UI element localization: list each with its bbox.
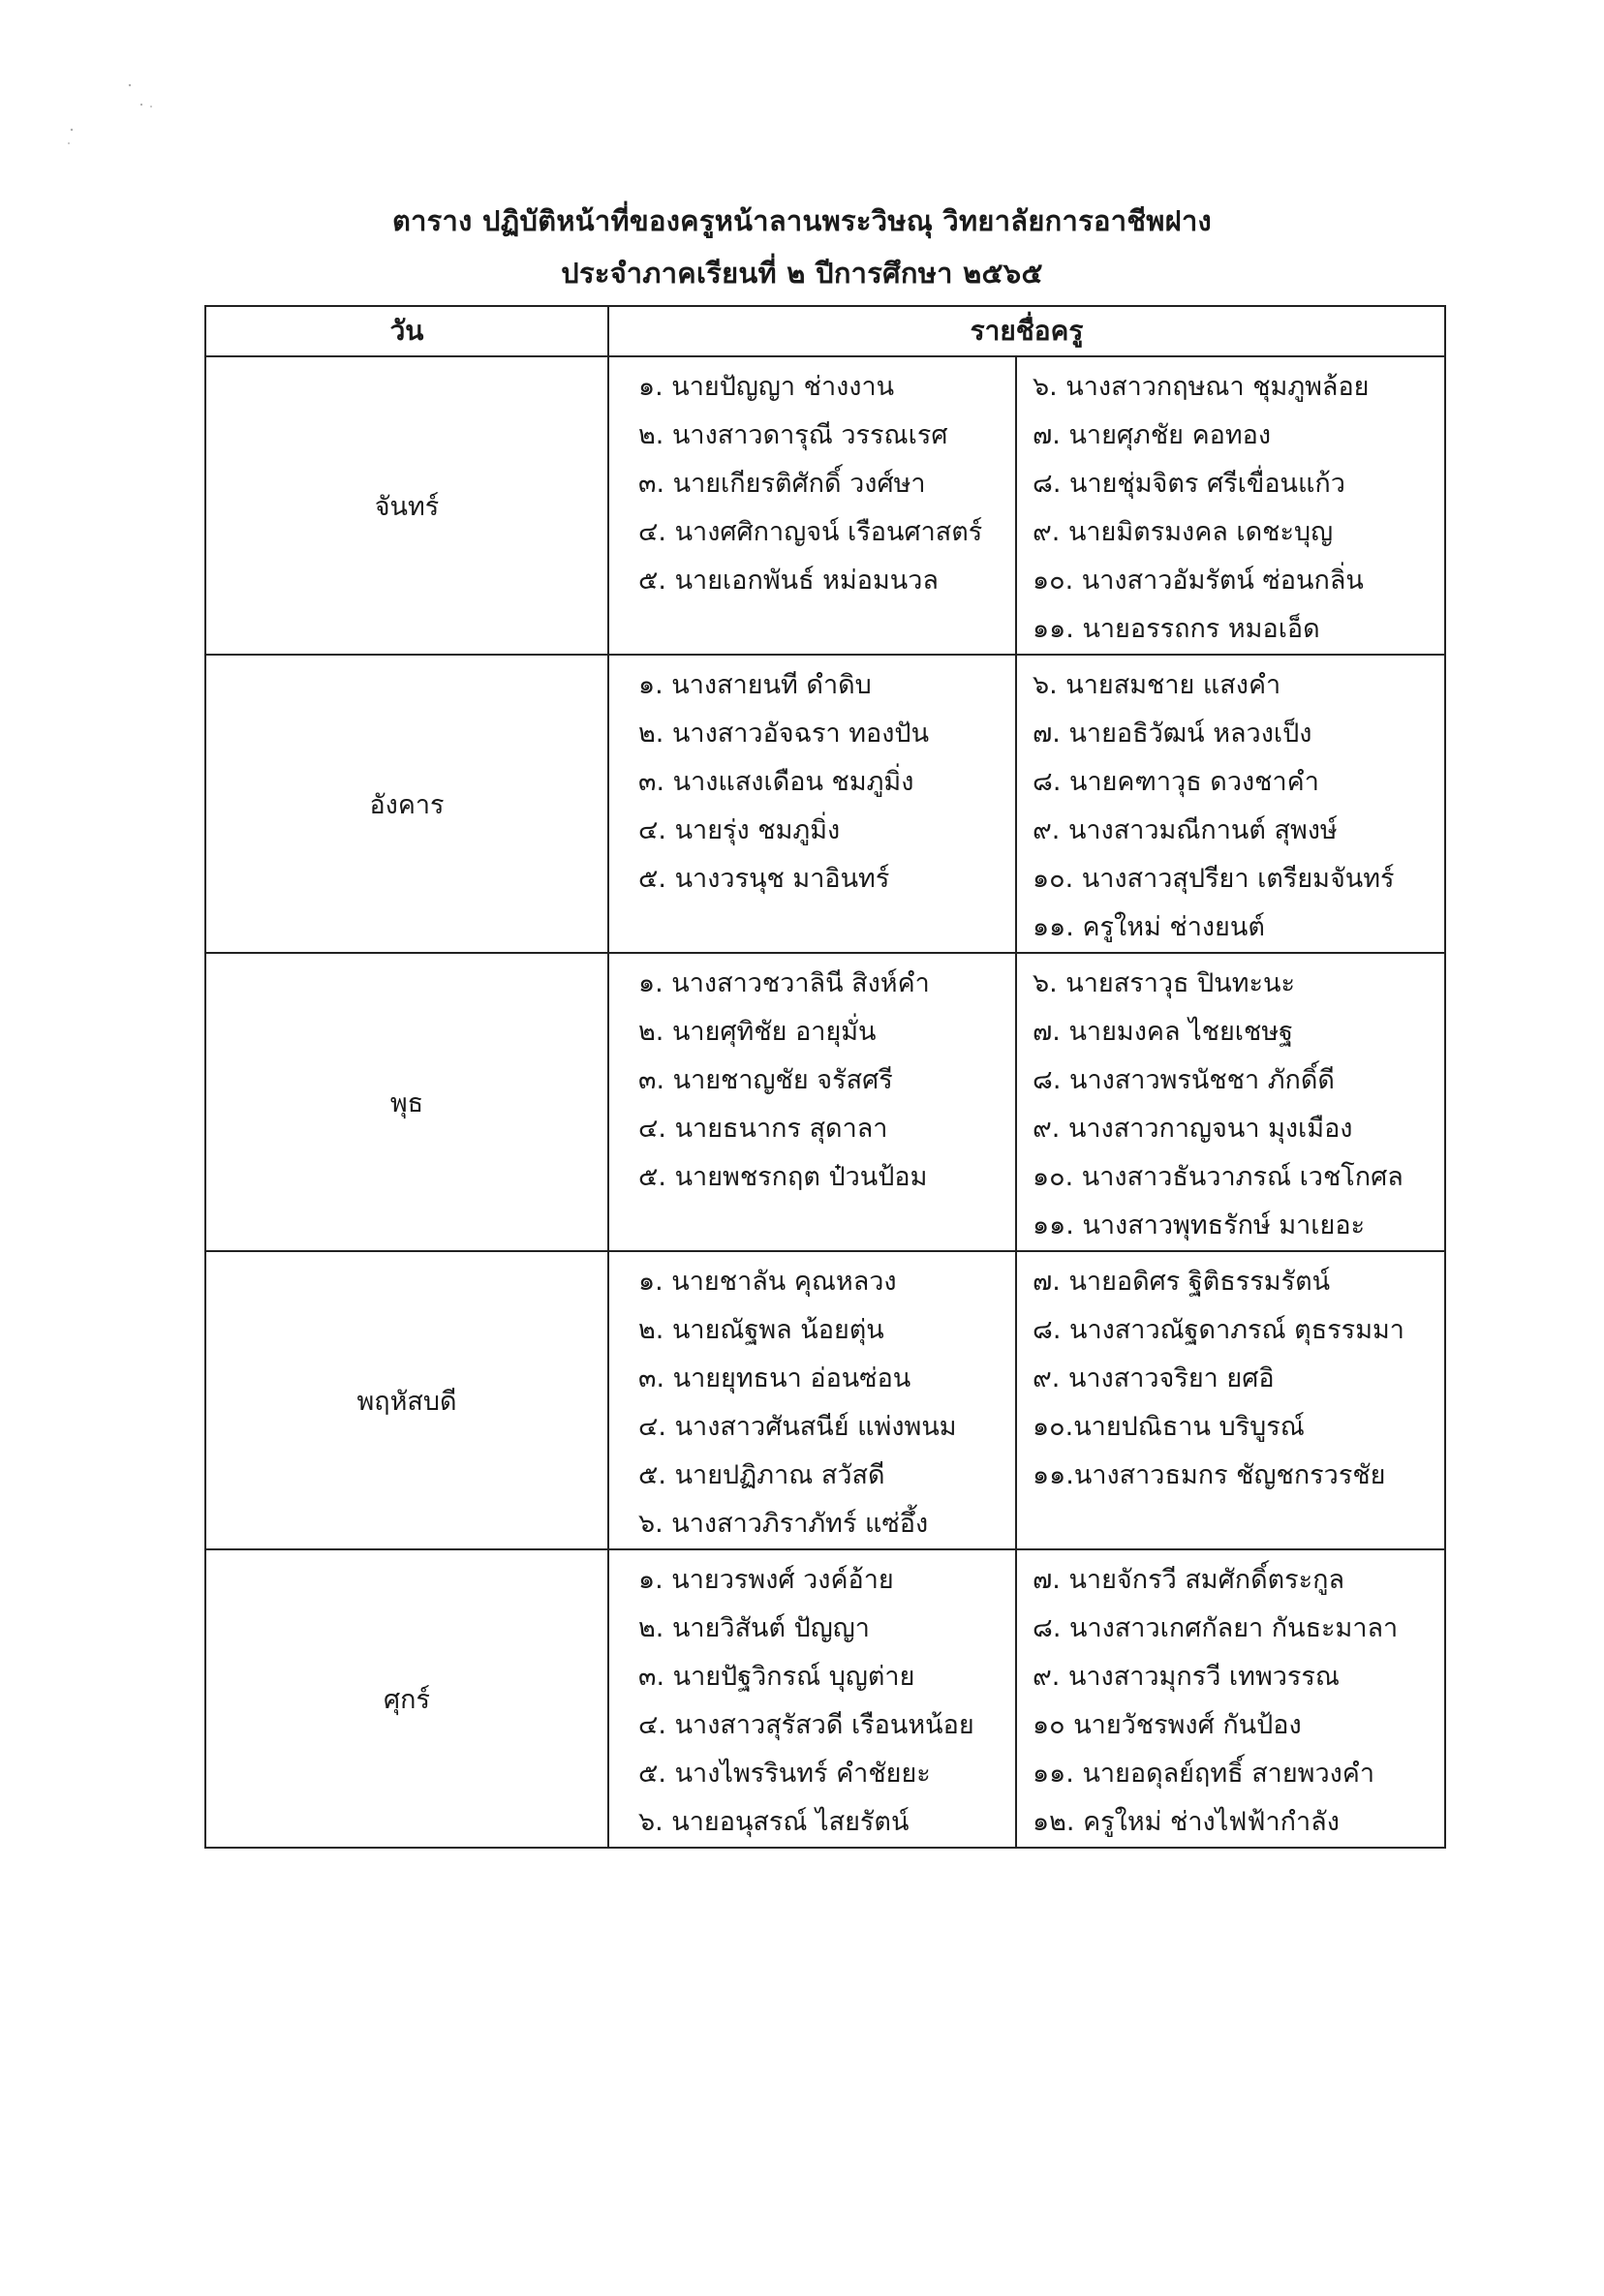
table-header-row bbox=[205, 306, 1445, 356]
teacher-name: ๑๑.นางสาวธมกร ชัญชกรวรชัย bbox=[1033, 1460, 1386, 1490]
teacher-name: ๓. นายปัฐวิกรณ์ บุญต่าย bbox=[638, 1662, 915, 1692]
teacher-name: ๕. นางไพรรินทร์ คำชัยยะ bbox=[638, 1759, 931, 1789]
teacher-name: ๒. นายศุทิชัย อายุมั่น bbox=[638, 1017, 877, 1047]
teacher-name: ๙. นางสาวกาญจนา มุงเมือง bbox=[1033, 1114, 1353, 1144]
teacher-name: ๗. นายอธิวัฒน์ หลวงเป็ง bbox=[1033, 719, 1312, 749]
teacher-name: ๗. นายจักรวี สมศักดิ์ตระกูล bbox=[1033, 1565, 1345, 1595]
teacher-name: ๑. นายวรพงศ์ วงค์อ้าย bbox=[638, 1565, 894, 1595]
teacher-name: ๙. นางสาวมณีกานต์ สุพงษ์ bbox=[1033, 815, 1338, 845]
teacher-name: ๖. นายสราวุธ ปินทะนะ bbox=[1033, 968, 1295, 998]
column-divider bbox=[1015, 954, 1017, 1250]
teacher-name: ๕. นายเอกพันธ์ หม่อมนวล bbox=[638, 566, 939, 596]
day-cell: จันทร์ bbox=[205, 356, 608, 655]
teacher-list-left bbox=[608, 1549, 1015, 1848]
day-cell: อังคาร bbox=[205, 655, 608, 953]
teacher-name: ๓. นางแสงเดือน ชมภูมิ่ง bbox=[638, 767, 914, 797]
teacher-name: ๑๐ นายวัชรพงศ์ กันป้อง bbox=[1033, 1710, 1302, 1740]
teacher-name: ๗. นายอดิศร ฐิติธรรมรัตน์ bbox=[1033, 1267, 1331, 1297]
teacher-name: ๑๐.นายปณิธาน บริบูรณ์ bbox=[1033, 1412, 1305, 1442]
day-cell: ศุกร์ bbox=[205, 1549, 608, 1848]
teacher-name: ๒. นายวิสันต์ ปัญญา bbox=[638, 1613, 870, 1643]
teacher-name: ๑๐. นางสาวธันวาภรณ์ เวชโกศล bbox=[1033, 1162, 1404, 1192]
teacher-list-right-inner bbox=[1015, 661, 1444, 952]
teacher-list-left bbox=[608, 1251, 1015, 1549]
column-divider bbox=[1015, 1550, 1017, 1847]
teacher-name: ๕. นางวรนุช มาอินทร์ bbox=[638, 864, 890, 894]
teacher-name: ๕. นายพชรกฤต ป๋วนป้อม bbox=[638, 1162, 928, 1192]
teacher-name: ๔. นางสาวศันสนีย์ แพ่งพนม bbox=[638, 1412, 957, 1442]
teacher-name: ๑๐. นางสาวสุปรียา เตรียมจันทร์ bbox=[1033, 864, 1395, 894]
document-subtitle: ประจำภาคเรียนที่ ๒ ปีการศึกษา ๒๕๖๕ bbox=[561, 257, 1043, 290]
teacher-name: ๘. นายคฑาวุธ ดวงชาคำ bbox=[1033, 767, 1319, 797]
teacher-name: ๗. นายศุภชัย คอทอง bbox=[1033, 420, 1272, 450]
table-row bbox=[205, 655, 1445, 953]
teacher-name: ๑. นายปัญญา ช่างงาน bbox=[638, 372, 895, 402]
teacher-name: ๑. นางสาวชวาลินี สิงห์คำ bbox=[638, 968, 930, 998]
teacher-list-left bbox=[608, 655, 1015, 953]
teacher-name: ๒. นายณัฐพล น้อยตุ่น bbox=[638, 1315, 884, 1345]
teacher-list-left bbox=[608, 356, 1015, 655]
teacher-list-right bbox=[1015, 1549, 1445, 1848]
header-teachers: รายชื่อครู bbox=[608, 306, 1445, 356]
teacher-list-left bbox=[608, 953, 1015, 1251]
teacher-name: ๙. นางสาวมุกรวี เทพวรรณ bbox=[1033, 1662, 1340, 1692]
teacher-name: ๙. นายมิตรมงคล เดชะบุญ bbox=[1033, 517, 1334, 547]
teacher-list-right-inner bbox=[1015, 1258, 1444, 1500]
teacher-name: ๑๒. ครูใหม่ ช่างไฟฟ้ากำลัง bbox=[1033, 1807, 1340, 1837]
teacher-name: ๗. นายมงคล ไชยเชษฐ bbox=[1033, 1017, 1294, 1047]
teacher-name: ๒. นางสาวดารุณี วรรณเรศ bbox=[638, 420, 948, 450]
teacher-name: ๖. นายอนุสรณ์ ไสยรัตน์ bbox=[638, 1807, 910, 1837]
teacher-name: ๓. นายเกียรติศักดิ์ วงศ์ษา bbox=[638, 469, 926, 499]
teacher-name: ๔. นายธนากร สุดาลา bbox=[638, 1114, 888, 1144]
day-cell: พฤหัสบดี bbox=[205, 1251, 608, 1549]
teacher-name: ๖. นางสาวภิราภัทร์ แซ่อึ้ง bbox=[638, 1509, 929, 1539]
teacher-name: ๑. นางสายนที ดำดิบ bbox=[638, 670, 872, 700]
teacher-name: ๑๑. ครูใหม่ ช่างยนต์ bbox=[1033, 912, 1265, 942]
teacher-name: ๔. นายรุ่ง ชมภูมิ่ง bbox=[638, 815, 841, 845]
table-row bbox=[205, 356, 1445, 655]
teacher-name: ๘. นางสาวเกศกัลยา กันธะมาลา bbox=[1033, 1613, 1399, 1643]
teacher-list-right-inner bbox=[1015, 1556, 1444, 1847]
teacher-list-right-inner bbox=[1015, 363, 1444, 654]
teacher-list-right bbox=[1015, 953, 1445, 1251]
teacher-list-right bbox=[1015, 356, 1445, 655]
teacher-name: ๓. นายชาญชัย จรัสศรี bbox=[638, 1065, 893, 1095]
table-row bbox=[205, 1251, 1445, 1549]
scan-speck-marks bbox=[58, 68, 174, 155]
table-body bbox=[205, 356, 1445, 1848]
column-divider bbox=[1015, 656, 1017, 952]
teacher-name: ๔. นางศศิกาญจน์ เรือนศาสตร์ bbox=[638, 517, 983, 547]
teacher-name: ๙. นางสาวจริยา ยศอิ bbox=[1033, 1363, 1275, 1393]
teacher-name: ๕. นายปฏิภาณ สวัสดี bbox=[638, 1460, 885, 1490]
teacher-name: ๖. นายสมชาย แสงคำ bbox=[1033, 670, 1281, 700]
table-row bbox=[205, 953, 1445, 1251]
teacher-name: ๑๑. นายอรรถกร หมอเอ็ด bbox=[1033, 614, 1320, 644]
teacher-name: ๑. นายชาลัน คุณหลวง bbox=[638, 1267, 897, 1297]
teacher-list-right-inner bbox=[1015, 960, 1444, 1250]
teacher-name: ๖. นางสาวกฤษณา ชุมภูพล้อย bbox=[1033, 372, 1370, 402]
table-row bbox=[205, 1549, 1445, 1848]
teacher-name: ๘. นางสาวณัฐดาภรณ์ ตุธรรมมา bbox=[1033, 1315, 1404, 1345]
header-day: วัน bbox=[205, 306, 608, 356]
teacher-name: ๘. นางสาวพรนัชชา ภักดิ์ดี bbox=[1033, 1065, 1335, 1095]
duty-schedule-table bbox=[204, 305, 1446, 1849]
teacher-list-right bbox=[1015, 655, 1445, 953]
teacher-name: ๘. นายชุ่มจิตร ศรีเขื่อนแก้ว bbox=[1033, 469, 1345, 499]
document-title: ตาราง ปฏิบัติหน้าที่ของครูหน้าลานพระวิษณุ วิทยาลัยการอาชีพฝาง bbox=[391, 204, 1213, 237]
column-divider bbox=[1015, 357, 1017, 654]
teacher-name: ๒. นางสาวอัจฉรา ทองปัน bbox=[638, 719, 930, 749]
teacher-name: ๑๐. นางสาวอัมรัตน์ ซ่อนกลิ่น bbox=[1033, 566, 1364, 596]
teacher-list-right bbox=[1015, 1251, 1445, 1549]
teacher-name: ๓. นายยุทธนา อ่อนซ่อน bbox=[638, 1363, 911, 1393]
column-divider bbox=[1015, 1252, 1017, 1548]
teacher-name: ๑๑. นางสาวพุทธรักษ์ มาเยอะ bbox=[1033, 1210, 1366, 1240]
teacher-name: ๑๑. นายอดุลย์ฤทธิ์ สายพวงคำ bbox=[1033, 1759, 1375, 1789]
teacher-name: ๔. นางสาวสุรัสวดี เรือนหน้อย bbox=[638, 1710, 974, 1740]
day-cell: พุธ bbox=[205, 953, 608, 1251]
